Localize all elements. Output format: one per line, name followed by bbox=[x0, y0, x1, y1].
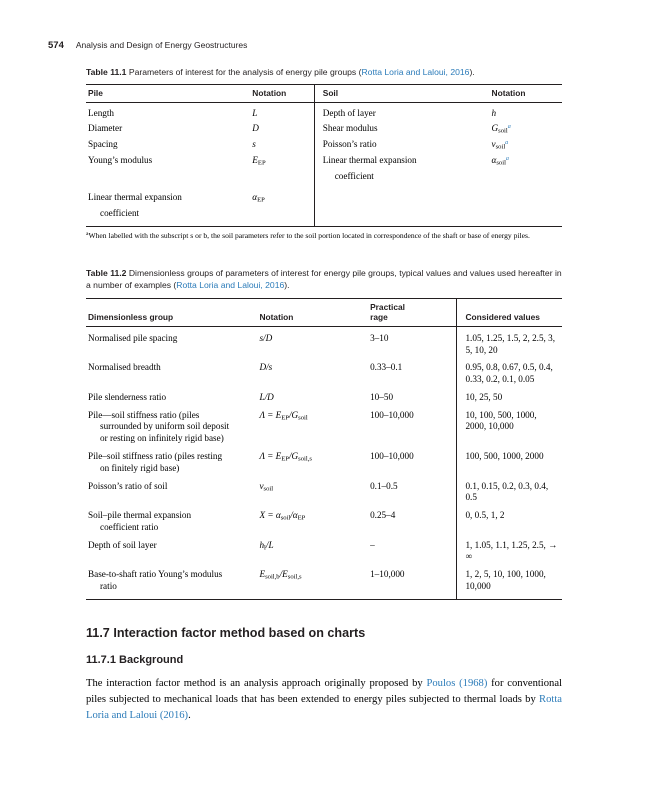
paragraph-part-1: The interaction factor method is an analysis approach originally proposed by bbox=[86, 677, 427, 689]
cell-notation bbox=[250, 207, 314, 227]
table-row bbox=[86, 154, 562, 170]
cell-practical: 0.25–4 bbox=[370, 510, 396, 521]
subsection-heading: 11.7.1 Background bbox=[86, 653, 184, 666]
cell-group: Pile–soil stiffness ratio (piles resting on finitely rigid base) bbox=[88, 450, 223, 473]
cell-soil bbox=[314, 184, 489, 206]
footnote-text: When labelled with the subscript s or b, the soil parameters refer to the soil portion located in correspondence of the shaft or base of energy piles. bbox=[88, 230, 530, 240]
table-row bbox=[86, 389, 562, 407]
cell-practical: 0.33–0.1 bbox=[370, 362, 403, 373]
table-11-2-block bbox=[86, 267, 562, 600]
table-11-2-header-row bbox=[86, 298, 562, 326]
cell-group: Pile slenderness ratio bbox=[88, 391, 167, 402]
cell-soil: Poisson’s ratio bbox=[314, 138, 489, 154]
cell-notation: D bbox=[252, 123, 259, 134]
cell-notation: D/s bbox=[259, 362, 273, 373]
running-head bbox=[48, 40, 600, 51]
cell-soil: Depth of layer bbox=[314, 103, 489, 122]
cell-notation: L/D bbox=[259, 391, 274, 402]
cell-considered: 10, 25, 50 bbox=[457, 389, 562, 407]
table-11-2-col-considered: Considered values bbox=[457, 298, 562, 326]
table-11-1-citation[interactable]: Rotta Loria and Laloui, 2016 bbox=[361, 67, 470, 77]
cell-notation bbox=[250, 169, 314, 184]
table-11-1-col-soil: Soil bbox=[314, 85, 489, 103]
table-11-2-caption-tail: ). bbox=[284, 280, 290, 291]
table-11-1-number: Table 11.1 bbox=[86, 67, 127, 77]
table-row bbox=[86, 566, 562, 599]
table-11-2 bbox=[86, 298, 562, 600]
table-row bbox=[86, 138, 562, 154]
table-11-1-caption-tail: ). bbox=[469, 67, 475, 77]
cell-considered: 10, 100, 500, 1000, 2000, 10,000 bbox=[457, 407, 562, 448]
cell-practical: 100–10,000 bbox=[370, 450, 414, 461]
cell-group: Soil–pile thermal expansion coefficient ratio bbox=[88, 510, 192, 532]
table-row bbox=[86, 478, 562, 508]
cell-soil: Linear thermal expansion bbox=[314, 154, 489, 170]
table-11-1-footnote bbox=[86, 231, 562, 241]
table-row bbox=[86, 407, 562, 448]
cell-group: Poisson’s ratio of soil bbox=[88, 480, 168, 491]
cell-considered: 0.95, 0.8, 0.67, 0.5, 0.4, 0.33, 0.2, 0.1, 0.05 bbox=[457, 359, 562, 389]
cell-soil-notation: $\nu_{soil}^a$ bbox=[491, 139, 509, 151]
cell-soil-notation: h bbox=[491, 108, 497, 119]
cell-notation: $h_l/L$ bbox=[259, 539, 274, 552]
cell-soil: coefficient bbox=[314, 169, 489, 184]
table-row bbox=[86, 122, 562, 138]
table-11-1-caption bbox=[86, 66, 562, 78]
cell-notation: $\alpha_{EP}$ bbox=[252, 192, 265, 204]
table-row bbox=[86, 448, 562, 478]
table-11-2-col-group: Dimensionless group bbox=[88, 311, 174, 322]
table-11-1-caption-text: Parameters of interest for the analysis of energy pile groups ( bbox=[128, 67, 362, 77]
cell-notation: $X = \alpha_{soil}/\alpha_{EP}$ bbox=[259, 510, 306, 522]
cell-practical: 0.1–0.5 bbox=[370, 480, 398, 491]
book-title: Analysis and Design of Energy Geostructures bbox=[75, 40, 248, 50]
cell-considered: 100, 500, 1000, 2000 bbox=[457, 448, 562, 478]
cell-group: Pile—soil stiffness ratio (piles surrounded by uniform soil deposit or resting on infinitely rigid base) bbox=[88, 409, 230, 444]
cell-pile: Spacing bbox=[88, 139, 118, 150]
table-row bbox=[86, 207, 562, 227]
table-row bbox=[86, 169, 562, 184]
table-row bbox=[86, 359, 562, 389]
cell-notation: s/D bbox=[259, 332, 273, 343]
table-11-1-header-row bbox=[86, 85, 562, 103]
cell-group: Depth of soil layer bbox=[88, 539, 157, 550]
section-heading: 11.7 Interaction factor method based on charts bbox=[86, 625, 366, 640]
cell-pile: Diameter bbox=[88, 123, 123, 134]
table-11-1-col-pile: Pile bbox=[88, 88, 103, 99]
cell-considered: 1.05, 1.25, 1.5, 2, 2.5, 3, 5, 10, 20 bbox=[457, 326, 562, 359]
poulos-citation[interactable]: Poulos (1968) bbox=[426, 677, 488, 689]
cell-soil-notation bbox=[490, 184, 562, 206]
cell-pile bbox=[86, 169, 250, 184]
table-row bbox=[86, 507, 562, 537]
table-row bbox=[86, 103, 562, 122]
table-row bbox=[86, 326, 562, 359]
cell-pile: Length bbox=[88, 108, 115, 119]
cell-practical: – bbox=[370, 539, 375, 550]
cell-soil bbox=[314, 207, 489, 227]
cell-pile: Linear thermal expansion bbox=[88, 192, 182, 203]
table-11-2-col-practical: Practical rage bbox=[370, 301, 405, 322]
table-11-1 bbox=[86, 84, 562, 226]
cell-considered: 1, 2, 5, 10, 100, 1000, 10,000 bbox=[457, 566, 562, 599]
table-11-1-col-soil-notation: Notation bbox=[491, 88, 526, 99]
table-11-2-citation[interactable]: Rotta Loria and Laloui, 2016 bbox=[176, 280, 285, 291]
cell-practical: 100–10,000 bbox=[370, 409, 414, 420]
table-11-2-caption bbox=[86, 267, 562, 292]
table-11-2-caption-text: Dimensionless groups of parameters of interest for energy pile groups, typical values and values used hereafter in a number of examples ( bbox=[86, 267, 562, 291]
table-row bbox=[86, 537, 562, 567]
cell-notation: $\Lambda = E_{EP}/G_{soil,s}$ bbox=[259, 450, 312, 463]
table-11-2-number: Table 11.2 bbox=[86, 267, 127, 278]
cell-soil-notation: $G_{soil}^a$ bbox=[491, 123, 511, 135]
cell-pile: coefficient bbox=[100, 208, 140, 219]
rotta-loria-citation[interactable]: Rotta Loria and Laloui (2016) bbox=[86, 693, 562, 721]
page-content bbox=[86, 66, 562, 724]
body-paragraph bbox=[86, 676, 562, 724]
cell-practical: 10–50 bbox=[370, 391, 394, 402]
table-11-1-col-notation: Notation bbox=[252, 88, 287, 99]
cell-soil-notation bbox=[490, 207, 562, 227]
paragraph-part-2: for conventional piles subjected to mechanical loads that has been extended to energy piles subjected to thermal loads by bbox=[86, 677, 562, 705]
cell-notation: $\Lambda = E_{EP}/G_{soil}$ bbox=[259, 409, 308, 422]
cell-soil: Shear modulus bbox=[314, 122, 489, 138]
table-row bbox=[86, 184, 562, 206]
cell-group: Normalised breadth bbox=[88, 362, 161, 373]
cell-soil-notation bbox=[490, 169, 562, 184]
table-11-2-col-notation: Notation bbox=[259, 311, 294, 322]
cell-pile: Young’s modulus bbox=[88, 155, 153, 166]
table-11-1-block bbox=[86, 66, 562, 241]
cell-group: Normalised pile spacing bbox=[88, 332, 178, 343]
cell-considered: 0.1, 0.15, 0.2, 0.3, 0.4, 0.5 bbox=[457, 478, 562, 508]
paragraph-part-3: . bbox=[188, 709, 191, 721]
cell-practical: 3–10 bbox=[370, 332, 389, 343]
cell-notation: $\nu_{soil}$ bbox=[259, 480, 274, 492]
cell-notation: L bbox=[252, 108, 258, 119]
footnote-marker: a bbox=[86, 231, 89, 238]
cell-group: Base-to-shaft ratio Young’s modulus ratio bbox=[88, 569, 223, 591]
cell-notation: $E_{EP}$ bbox=[252, 155, 266, 167]
cell-soil-notation: $\alpha_{soil}^a$ bbox=[491, 155, 509, 167]
cell-notation: $E_{soil,b}/E_{soil,s}$ bbox=[259, 569, 302, 581]
cell-considered: 0, 0.5, 1, 2 bbox=[457, 507, 562, 537]
cell-considered: 1, 1.05, 1.1, 1.25, 2.5, → ∞ bbox=[457, 537, 562, 567]
cell-notation: s bbox=[252, 139, 256, 150]
cell-practical: 1–10,000 bbox=[370, 569, 405, 580]
page-number: 574 bbox=[48, 40, 64, 51]
